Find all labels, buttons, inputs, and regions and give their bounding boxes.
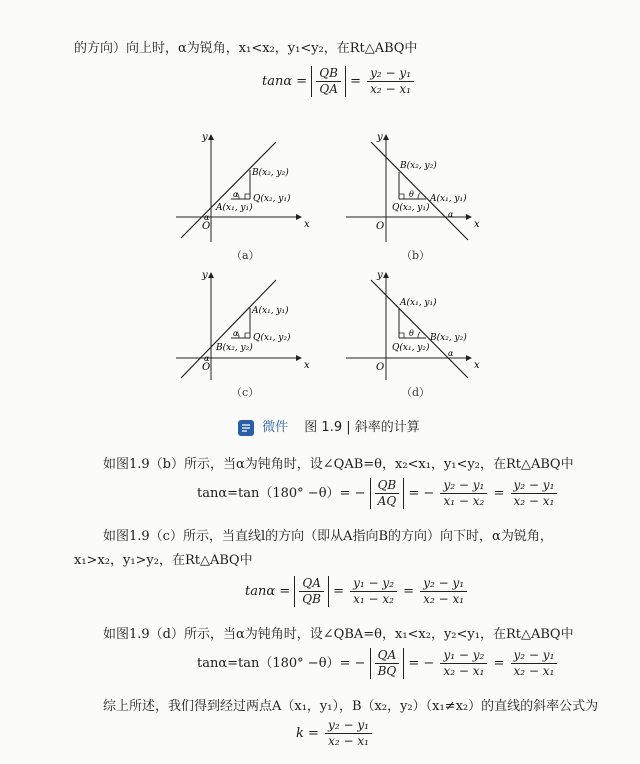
intro-text: 的方向）向上时，α为锐角，x₁<x₂，y₁<y₂，在Rt△ABQ中 [74,41,418,56]
origin-label: O [202,362,211,373]
origin-label: O [376,221,385,232]
caption-text: 图 1.9 | 斜率的计算 [304,420,420,435]
figure-caption [238,416,420,436]
formula-slope: k = $\frac{\text{y₂ − y₁}}{\text{x₂ − x₁}}$ [296,718,374,749]
theta-label: θ [409,329,414,338]
x-label: x [304,360,310,371]
summary-text: 综上所述，我们得到经过两点A（x₁，y₁），B（x₂，y₂）（x₁≠x₂）的直线的斜率公式为 [103,699,599,714]
theta-arc [418,193,420,199]
formula-c: tanα = $\frac{QA}{QB}$ = $\frac{\text{y₁ − y₂}}{\text{x₁ − x₂}}$ = $\frac{\text{y₂ − y₁}}{\text{x₂ − x₁}}$ [245,576,469,607]
right-angle-mark [245,194,250,199]
point-q-label: Q(x₁, y₂) [392,343,430,353]
point-q-label: Q(x₁, y₂) [253,333,291,343]
formula-b: tanα=tan（180° −θ）= − $\frac{QB}{AQ}$ = − $\frac{\text{y₂ − y₁}}{\text{x₁ − x₂}}$ = $\frac{\text{y₂ − y₁}}{\text{x₂ − x₁}}$ [197,478,559,509]
alpha-label: α [448,349,454,358]
graph-a [176,130,316,245]
right-angle-mark [399,333,404,338]
point-a-label: A(x₁, y₁) [252,306,289,316]
graph-c-label: （c） [231,386,260,399]
point-a-label: A(x₁, y₁) [216,203,253,213]
graph-a-label: （a） [231,249,260,262]
paragraph-c-line2: x₁>x₂，y₁>y₂，在Rt△ABQ中 [74,553,253,568]
point-a-label: A(x₁, y₁) [400,298,437,308]
graph-d-label: （d） [401,386,431,399]
x-label: x [474,219,480,230]
graph-b-label: （b） [401,249,431,262]
y-label: y [377,270,383,281]
right-angle-mark [245,333,250,338]
point-b-label: B(x₂, y₂) [252,168,289,178]
y-label: y [202,132,208,143]
widget-label[interactable]: 微件 [262,420,289,435]
y-label: y [377,132,383,143]
line-l [181,280,276,378]
widget-icon[interactable] [238,420,254,436]
theta-label: θ [409,190,414,199]
origin-label: O [202,221,211,232]
alpha-label: α [233,190,239,199]
abs-value: $\frac{QB}{QA}$ [311,66,346,97]
x-label: x [304,219,310,230]
alpha-axis-label: α [204,354,210,363]
point-b-label: B(x₂, y₂) [400,161,437,171]
formula-d: tanα=tan（180° −θ）= − $\frac{QA}{BQ}$ = − $\frac{\text{y₁ − y₂}}{\text{x₂ − x₁}}$ = $\frac{\text{y₂ − y₁}}{\text{x₂ − x₁}}$ [197,648,559,679]
graph-c [176,268,316,383]
point-q-label: Q(x₂, y₁) [392,203,430,213]
alpha-axis-label: α [204,213,210,222]
right-angle-mark [399,194,404,199]
formula-lhs: tanα = [262,74,308,89]
y-label: y [202,270,208,281]
paragraph-b: 如图1.9（b）所示，当α为钝角时，设∠QAB=θ，x₂<x₁，y₁<y₂，在Rt△ABQ中 [103,457,574,472]
paragraph-d: 如图1.9（d）所示，当α为钝角时，设∠QBA=θ，x₁<x₂，y₂<y₁，在Rt△ABQ中 [103,627,574,642]
line-l [181,142,276,238]
alpha-label: α [448,210,454,219]
origin-label: O [376,362,385,373]
alpha-label: α [233,329,239,338]
point-a-label: A(x₁, y₁) [430,194,467,204]
x-label: x [474,360,480,371]
graph-b [346,130,486,245]
theta-arc [418,332,420,338]
point-q-label: Q(x₂, y₁) [253,194,291,204]
graph-d [346,268,486,383]
point-b-label: B(x₂, y₂) [430,333,467,343]
formula-tan-a: tanα = $\frac{QB}{QA}$ = $\frac{\text{y₂ − y₁}}{\text{x₂ − x₁}}$ [262,66,416,97]
point-b-label: B(x₂, y₂) [216,343,253,353]
paragraph-c-line1: 如图1.9（c）所示，当直线l的方向（即从A指向B的方向）向下时，α为锐角， [103,529,553,544]
